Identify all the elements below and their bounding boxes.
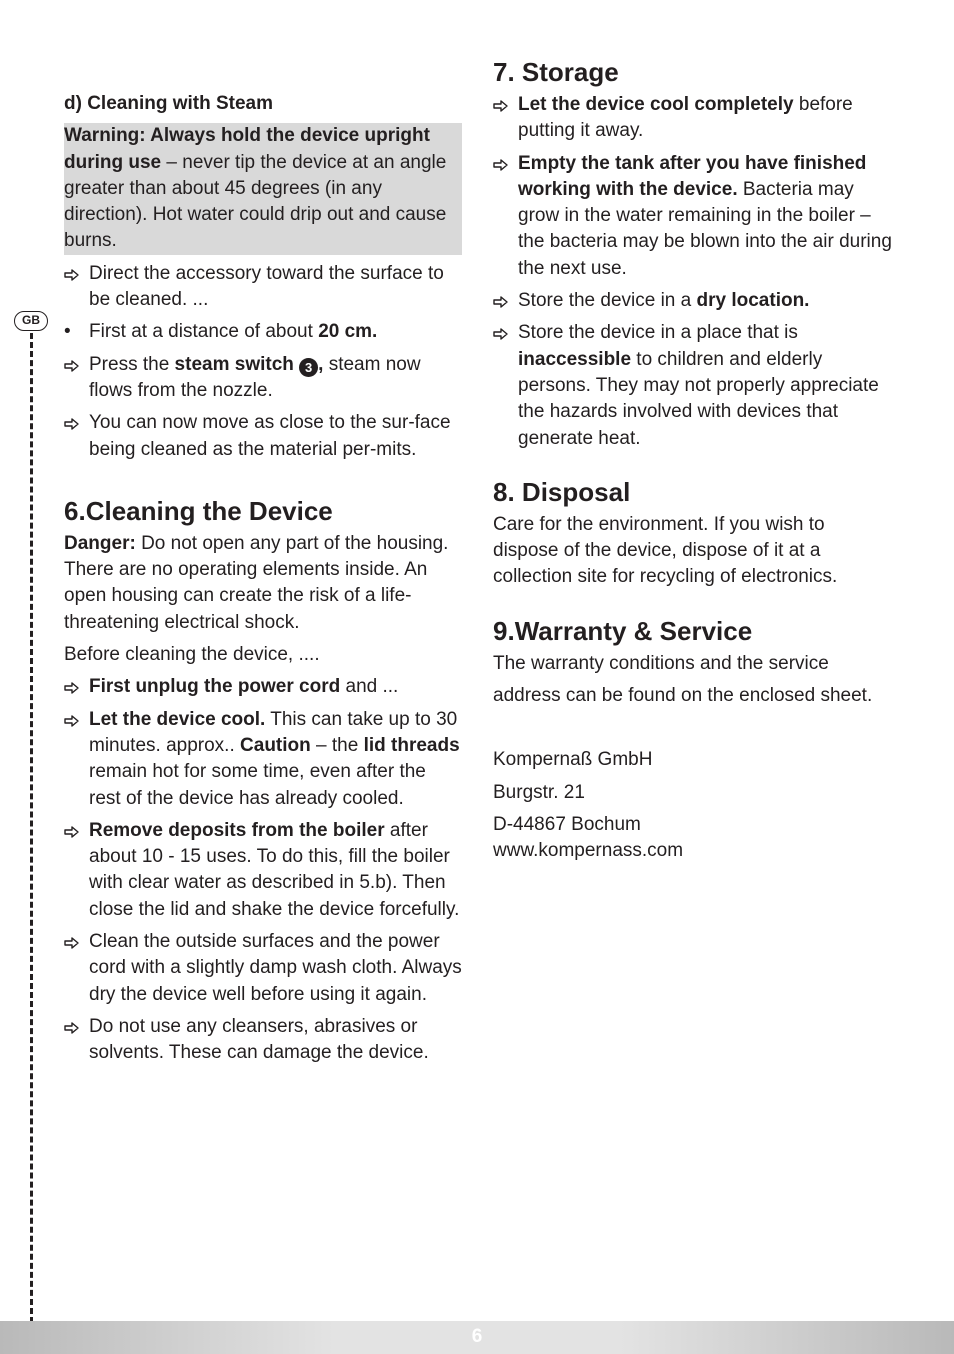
warranty-line-1: The warranty conditions and the service bbox=[493, 652, 829, 674]
list-item bbox=[64, 707, 462, 812]
list-item-bold: Let the device cool. bbox=[89, 708, 266, 730]
list-item bbox=[64, 929, 462, 1008]
part-number-badge: 3 bbox=[299, 358, 318, 377]
section-number: 8. bbox=[493, 476, 515, 507]
section-number: 7. bbox=[493, 57, 515, 87]
arrow-icon bbox=[64, 818, 84, 838]
right-column bbox=[493, 56, 893, 865]
section-heading bbox=[493, 56, 893, 88]
bullet-icon: • bbox=[64, 321, 71, 343]
address-company: Kompernaß GmbH bbox=[493, 749, 653, 771]
danger-text: Do not open any part of the housing. There are no operating elements inside. An open housing can create the risk of a life-threatening electrical shock. bbox=[64, 532, 449, 633]
list-item bbox=[493, 320, 893, 451]
arrow-icon bbox=[493, 92, 513, 112]
section-heading bbox=[64, 495, 462, 527]
list-item bbox=[64, 818, 462, 923]
dashed-cut-line bbox=[30, 333, 33, 1323]
country-badge: GB bbox=[14, 311, 48, 331]
list-item-text: First at a distance of about bbox=[89, 321, 319, 343]
cleaning-steam-heading: d) Cleaning with Steam bbox=[64, 93, 274, 114]
list-item-bold: Caution bbox=[240, 734, 311, 756]
before-paragraph: Before cleaning the device, .... bbox=[64, 644, 320, 666]
list-item-text: You can now move as close to the sur-face being cleaned as the material per-mits. bbox=[89, 412, 451, 460]
danger-bold: Danger: bbox=[64, 532, 136, 554]
section-title: Cleaning the Device bbox=[85, 495, 333, 526]
list-item-text: Clean the outside surfaces and the power cord with a slightly damp wash cloth. Always dry the device well before using it again. bbox=[89, 931, 462, 1005]
list-item-bold: 20 cm. bbox=[318, 321, 378, 343]
arrow-icon bbox=[493, 151, 513, 171]
list-item bbox=[64, 1014, 462, 1067]
arrow-icon bbox=[64, 674, 84, 694]
arrow-icon bbox=[64, 352, 84, 372]
arrow-icon bbox=[64, 410, 84, 430]
list-item-bold: First unplug the power cord bbox=[89, 676, 341, 698]
left-column bbox=[64, 90, 462, 1073]
section-number: 9. bbox=[493, 615, 515, 646]
address-street: Burgstr. 21 bbox=[493, 781, 585, 803]
list-item-bold: Remove deposits from the boiler bbox=[89, 819, 385, 841]
list-item-bold: inaccessible bbox=[518, 348, 632, 370]
list-item-text: remain hot for some time, even after the rest of the device has already cooled. bbox=[89, 761, 426, 809]
list-item-bold: , bbox=[318, 353, 324, 375]
arrow-icon bbox=[493, 288, 513, 308]
list-item-text: Store the device in a place that is bbox=[518, 322, 798, 344]
list-item-text: steam now flows from the nozzle. bbox=[89, 353, 421, 401]
arrow-icon bbox=[64, 1014, 84, 1034]
list-item bbox=[64, 261, 462, 314]
address-web: www.kompernass.com bbox=[493, 840, 684, 862]
danger-paragraph bbox=[64, 531, 462, 636]
list-item-bold: Let the device cool completely bbox=[518, 94, 794, 115]
list-item-bold: Empty the tank after you have finished working with the device. bbox=[518, 152, 867, 200]
section-title: Warranty & Service bbox=[514, 615, 753, 646]
list-item-bold: steam switch bbox=[174, 353, 294, 375]
list-item-text: This can take up to 30 minutes. approx.. bbox=[89, 708, 458, 756]
list-item bbox=[64, 410, 462, 463]
section-heading bbox=[493, 615, 893, 647]
warning-text: – never tip the device at an angle greater than about 45 degrees (in any direction). Hot water could drip out and cause burns. bbox=[64, 151, 447, 252]
warning-box bbox=[64, 123, 462, 254]
list-item-text: before putting it away. bbox=[518, 94, 853, 142]
address-city: D-44867 Bochum bbox=[493, 813, 641, 835]
section-number: 6. bbox=[64, 495, 86, 526]
list-item-text: Bacteria may grow in the water remaining in the boiler – the bacteria may be blown into the air during the next use. bbox=[518, 178, 892, 279]
page-number: 6 bbox=[471, 1326, 483, 1347]
arrow-icon bbox=[64, 929, 84, 949]
warranty-line-2: address can be found on the enclosed sheet. bbox=[493, 685, 873, 707]
arrow-icon bbox=[64, 707, 84, 727]
section-title: Storage bbox=[521, 57, 619, 87]
warning-bold: Warning: Always hold the device upright during use bbox=[64, 125, 430, 173]
list-item bbox=[493, 151, 893, 282]
section-heading bbox=[493, 476, 893, 508]
list-item-text: Do not use any cleansers, abrasives or solvents. These can damage the device. bbox=[89, 1015, 429, 1064]
list-item-text: and ... bbox=[340, 676, 399, 698]
list-item-bold: dry location. bbox=[696, 290, 810, 312]
list-item bbox=[493, 288, 893, 314]
list-item-text: Store the device in a bbox=[518, 290, 697, 312]
section-title: Disposal bbox=[521, 476, 631, 507]
list-item bbox=[64, 352, 462, 405]
list-item-text: after about 10 - 15 uses. To do this, fill the boiler with clear water as described in 5.b). Then close the lid and shake the device forcefully. bbox=[89, 819, 460, 920]
arrow-icon bbox=[493, 320, 513, 340]
list-item bbox=[493, 92, 893, 145]
list-item bbox=[64, 319, 462, 345]
arrow-icon bbox=[64, 261, 84, 281]
list-item-text: to children and elderly persons. They may not properly appreciate the hazards involved with devices that generate heat. bbox=[518, 348, 879, 449]
list-item-text: Press the bbox=[89, 353, 175, 375]
list-item bbox=[64, 674, 462, 700]
disposal-paragraph: Care for the environment. If you wish to dispose of the device, dispose of it at a collection site for recycling of electronics. bbox=[493, 513, 838, 588]
list-item-text: Direct the accessory toward the surface to be cleaned. ... bbox=[89, 262, 444, 311]
list-item-bold: lid threads bbox=[363, 734, 460, 756]
list-item-text: – the bbox=[310, 734, 364, 756]
